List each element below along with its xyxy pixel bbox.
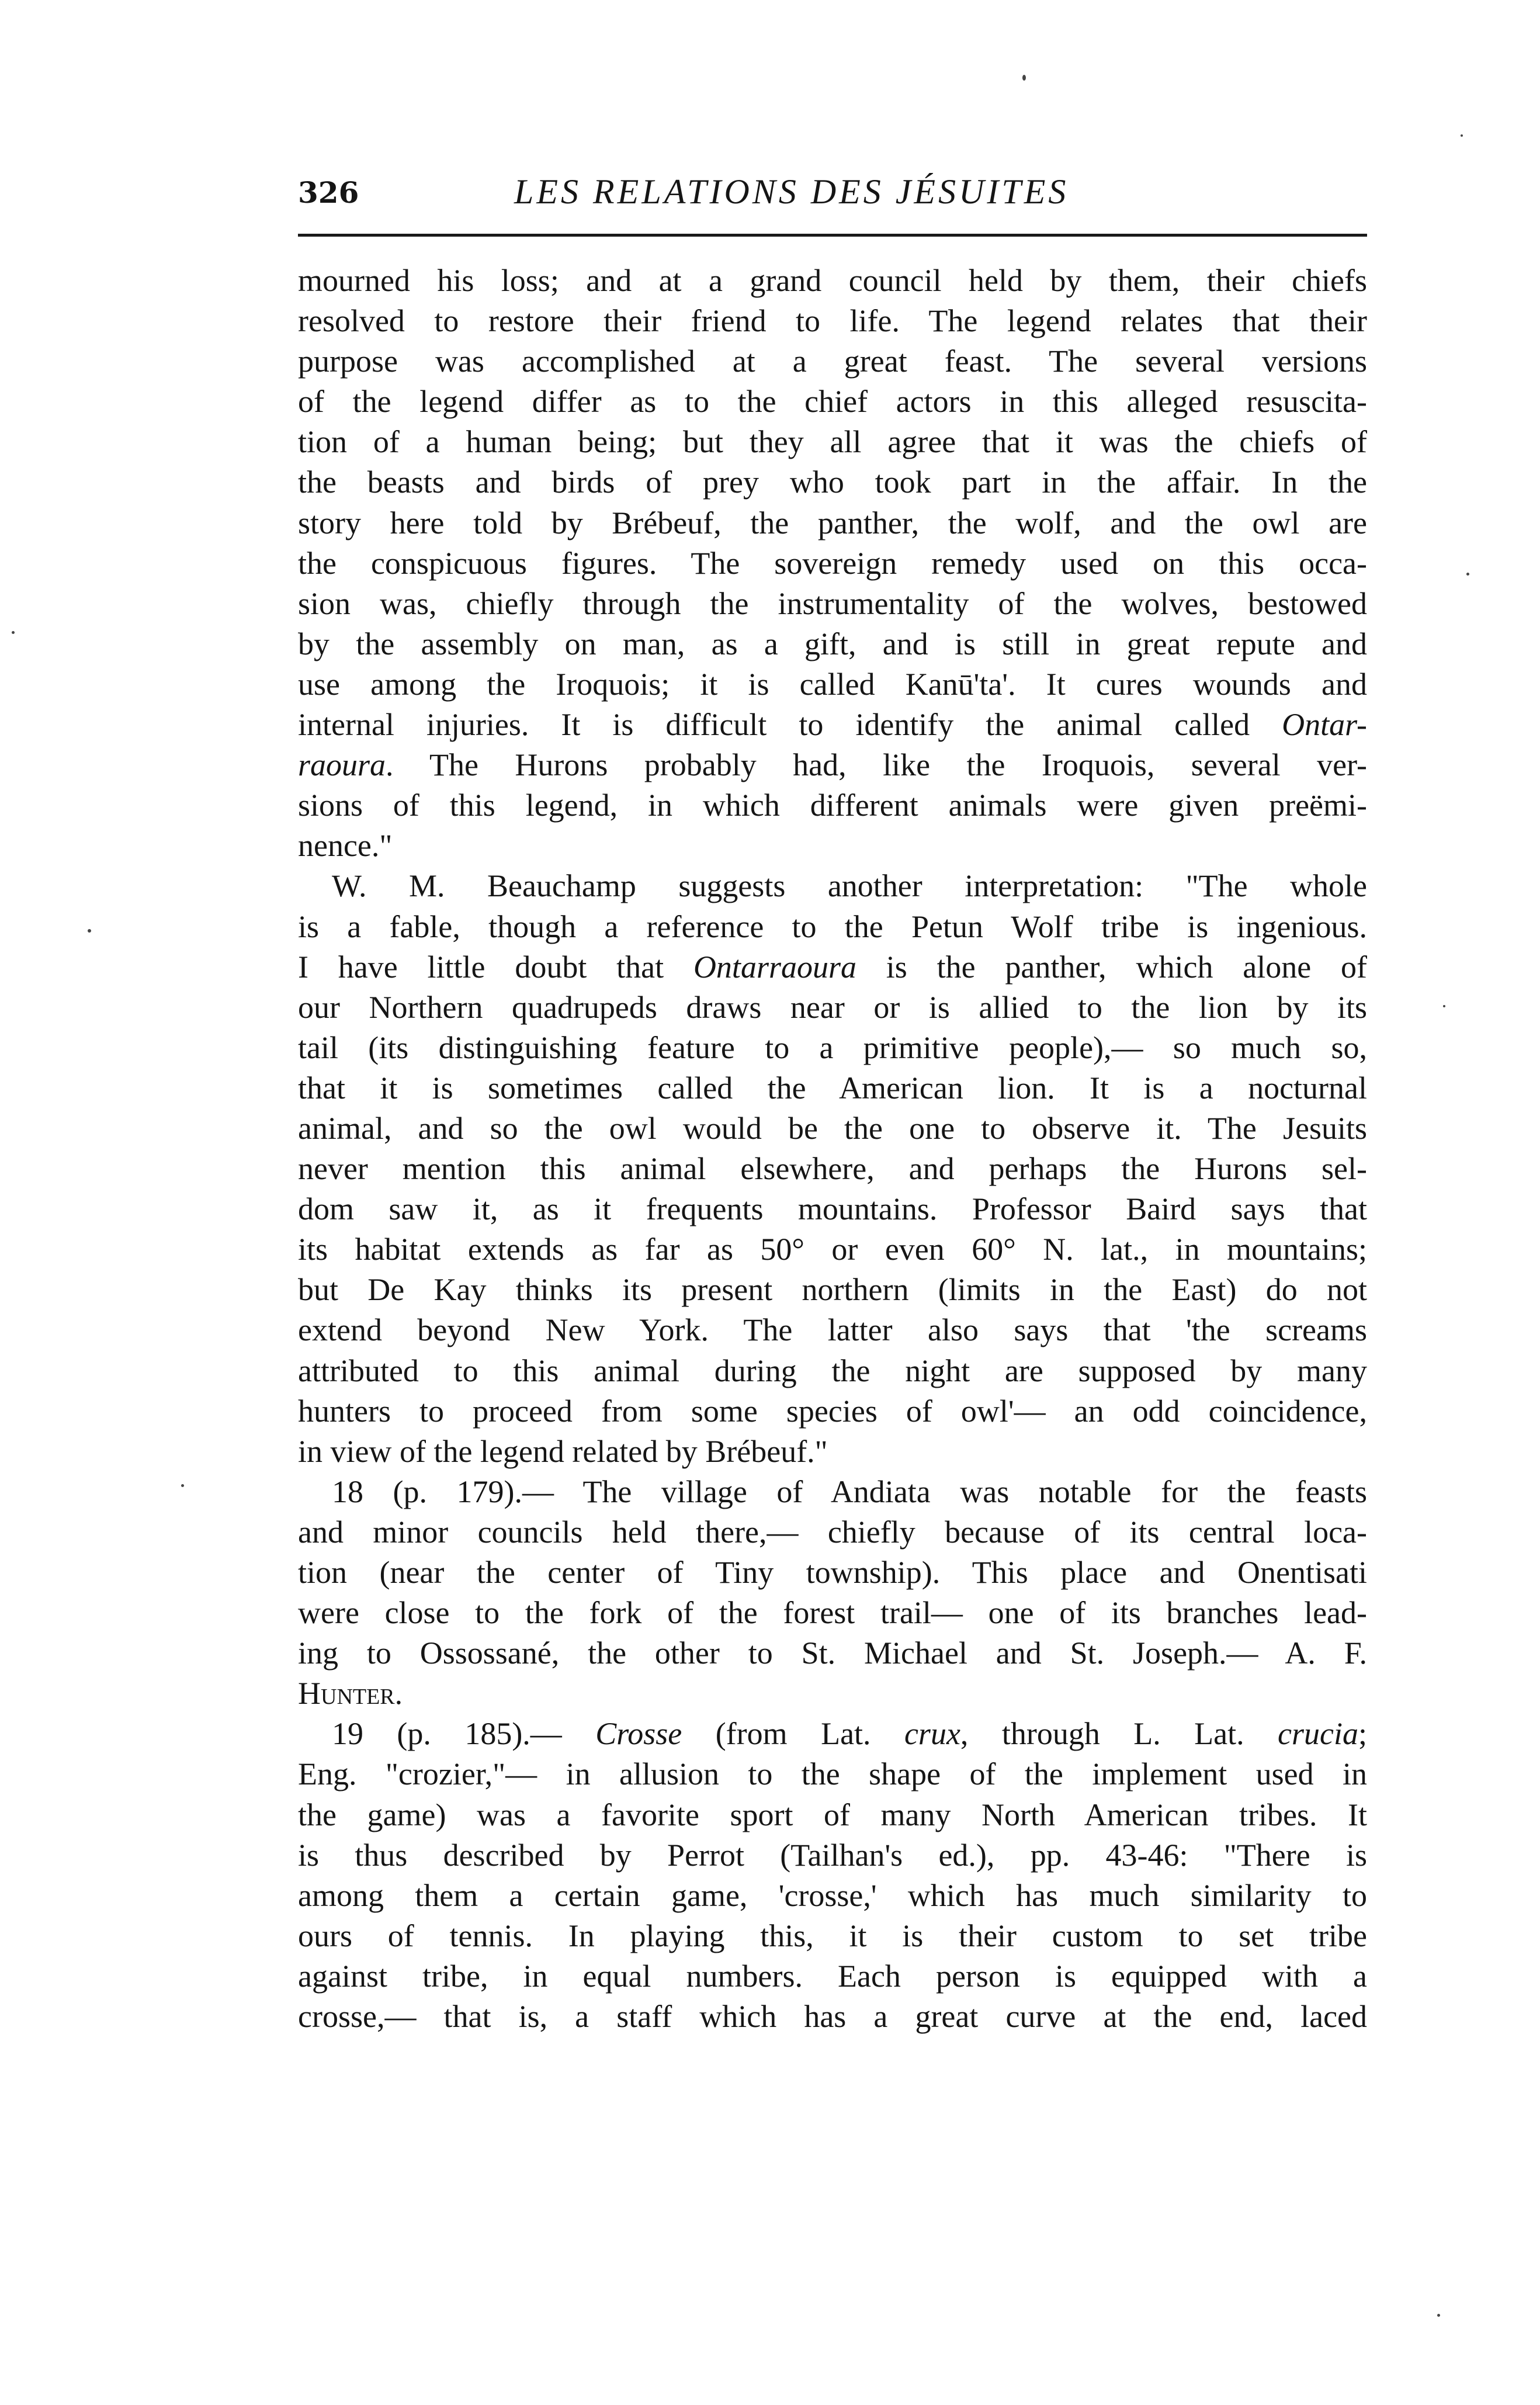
text-line: attributed to this animal during the night are supposed by many: [298, 1353, 1367, 1388]
text-line: ours of tennis. In playing this, it is their custom to set tribe: [298, 1918, 1367, 1953]
text-line: [298, 947, 1367, 987]
paragraph-start-line: W. M. Beauchamp suggests another interpretation: "The whole: [332, 868, 1367, 904]
author-signature: Hunter.: [298, 1676, 403, 1711]
scan-speck: [88, 929, 91, 933]
text-run: I have little doubt that: [298, 949, 693, 985]
text-line: by the assembly on man, as a gift, and is still in great repute and: [298, 626, 1367, 661]
text-line: tion of a human being; but they all agree that it was the chiefs of: [298, 424, 1367, 460]
italic-term: raoura: [298, 747, 386, 783]
text-line: ing to Ossossané, the other to St. Michael and St. Joseph.— A. F.: [298, 1635, 1367, 1671]
text-line: its habitat extends as far as 50° or even 60° N. lat., in mountains;: [298, 1232, 1367, 1267]
text-run: 19 (p. 185).—: [332, 1716, 596, 1752]
text-line: among them a certain game, 'crosse,' which has much similarity to: [298, 1877, 1367, 1913]
text-line: [298, 745, 1367, 785]
text-line: our Northern quadrupeds draws near or is allied to the lion by its: [298, 989, 1367, 1025]
text-line: Eng. "crozier,"— in allusion to the shape of the implement used in: [298, 1756, 1367, 1792]
text-run: (from Lat.: [682, 1716, 904, 1752]
scan-speck: [1466, 573, 1469, 576]
text-run: is the panther, which alone of: [856, 949, 1367, 985]
scan-speck: [1443, 1005, 1445, 1007]
text-line: the game) was a favorite sport of many North American tribes. It: [298, 1797, 1367, 1832]
text-line: sion was, chiefly through the instrumentality of the wolves, bestowed: [298, 585, 1367, 621]
italic-term: Ontar-: [1282, 707, 1367, 743]
text-line: is thus described by Perrot (Tailhan's ed.), pp. 43-46: "There is: [298, 1837, 1367, 1873]
scan-speck: [1022, 75, 1026, 81]
text-line: but De Kay thinks its present northern (limits in the East) do not: [298, 1272, 1367, 1308]
text-run: internal injuries. It is difficult to identify the animal called: [298, 707, 1282, 743]
scan-speck: [181, 1484, 184, 1487]
text-line: in view of the legend related by Brébeuf.": [298, 1433, 828, 1469]
text-line: against tribe, in equal numbers. Each person is equipped with a: [298, 1958, 1367, 1994]
italic-term: Ontarraoura: [693, 949, 856, 985]
text-line: of the legend differ as to the chief actors in this alleged resuscita-: [298, 384, 1367, 420]
running-title: LES RELATIONS DES JÉSUITES: [514, 172, 1069, 211]
scan-speck: [1437, 2314, 1440, 2317]
text-line: hunters to proceed from some species of owl'— an odd coincidence,: [298, 1393, 1367, 1429]
text-run: . The Hurons probably had, like the Iroquois, several ver-: [386, 747, 1367, 783]
text-run: ;: [1358, 1716, 1368, 1752]
text-line: [298, 705, 1367, 745]
text-line: and minor councils held there,— chiefly because of its central loca-: [298, 1514, 1367, 1550]
text-line: tail (its distinguishing feature to a primitive people),— so much so,: [298, 1030, 1367, 1065]
text-line: is a fable, though a reference to the Petun Wolf tribe is ingenious.: [298, 909, 1367, 944]
text-line: the conspicuous figures. The sovereign remedy used on this occa-: [298, 545, 1367, 581]
note-18-start-line: 18 (p. 179).— The village of Andiata was notable for the feasts: [332, 1474, 1367, 1509]
text-line: extend beyond New York. The latter also says that 'the screams: [298, 1312, 1367, 1348]
text-line: story here told by Brébeuf, the panther, the wolf, and the owl are: [298, 505, 1367, 540]
text-line: resolved to restore their friend to life. The legend relates that their: [298, 303, 1367, 339]
scan-speck: [1461, 134, 1463, 137]
scan-speck: [12, 631, 15, 634]
text-line: animal, and so the owl would be the one to observe it. The Jesuits: [298, 1110, 1367, 1146]
text-line: use among the Iroquois; it is called Kanū'ta'. It cures wounds and: [298, 666, 1367, 702]
page-header: [298, 169, 1367, 234]
italic-term: crux: [904, 1716, 960, 1752]
text-line: that it is sometimes called the American lion. It is a nocturnal: [298, 1070, 1367, 1106]
text-run: , through L. Lat.: [960, 1716, 1278, 1752]
text-line: sions of this legend, in which different animals were given preëmi-: [298, 788, 1367, 823]
body-text: [298, 261, 1367, 2037]
text-line: mourned his loss; and at a grand council held by them, their chiefs: [298, 263, 1367, 298]
header-rule: [298, 234, 1367, 237]
text-line: were close to the fork of the forest trail— one of its branches lead-: [298, 1595, 1367, 1631]
italic-term: Crosse: [595, 1716, 682, 1752]
note-19-start-line: [298, 1714, 1367, 1754]
text-line: tion (near the center of Tiny township). This place and Onentisati: [298, 1555, 1367, 1590]
page-number: 326: [298, 175, 359, 210]
text-line: nence.": [298, 828, 393, 864]
text-line: the beasts and birds of prey who took part in the affair. In the: [298, 465, 1367, 500]
text-line: never mention this animal elsewhere, and perhaps the Hurons sel-: [298, 1151, 1367, 1187]
text-line: dom saw it, as it frequents mountains. Professor Baird says that: [298, 1191, 1367, 1227]
italic-term: crucia: [1278, 1716, 1358, 1752]
text-line: crosse,— that is, a staff which has a great curve at the end, laced: [298, 1999, 1367, 2035]
text-line: purpose was accomplished at a great feast. The several versions: [298, 344, 1367, 379]
